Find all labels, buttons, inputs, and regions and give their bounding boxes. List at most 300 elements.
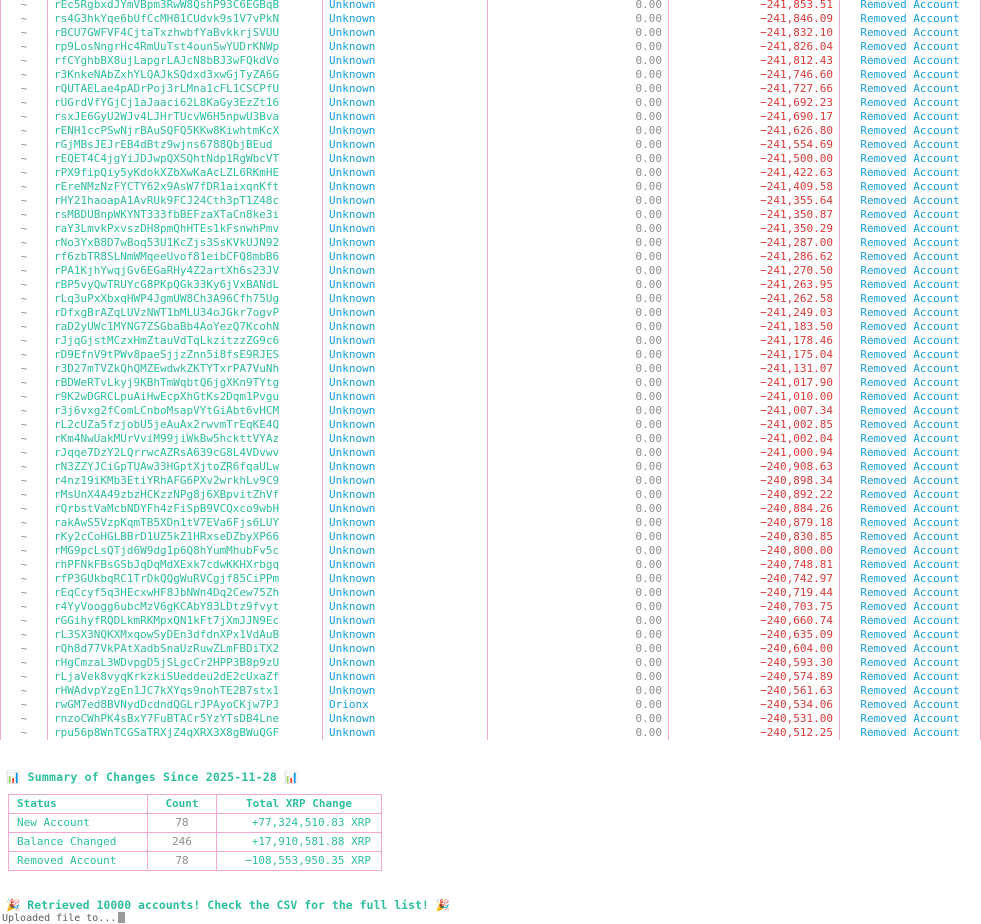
account-address: rhPFNkFBsGSbJqDqMdXExk7cdwKKHXrbgq	[48, 558, 323, 572]
summary-header-row	[9, 795, 382, 814]
table-row	[1, 110, 981, 124]
xrp-change: −241,409.58	[669, 180, 840, 194]
status-badge: Removed Account	[840, 544, 981, 558]
status-badge: Removed Account	[840, 138, 981, 152]
account-address: rENH1ccPSwNjrBAuSQFQ5KKw8KiwhtmKcX	[48, 124, 323, 138]
table-row	[1, 362, 981, 376]
xrp-change: −240,531.00	[669, 712, 840, 726]
account-name: Unknown	[323, 348, 488, 362]
balance-before: 0.00	[488, 390, 669, 404]
balance-before: 0.00	[488, 698, 669, 712]
status-badge: Removed Account	[840, 404, 981, 418]
row-index: ~	[1, 502, 48, 516]
xrp-change: −240,703.75	[669, 600, 840, 614]
status-badge: Removed Account	[840, 362, 981, 376]
row-index: ~	[1, 614, 48, 628]
account-address: rD9EfnV9tPWv8paeSjjzZnn5i8fsE9RJES	[48, 348, 323, 362]
account-address: rPX9fipQiy5yKdokXZbXwKaAcLZL6RKmHE	[48, 166, 323, 180]
table-row	[1, 404, 981, 418]
balance-before: 0.00	[488, 166, 669, 180]
account-address: r3KnkeNAbZxhYLQAJkSQdxd3xwGjTyZA6G	[48, 68, 323, 82]
xrp-change: −240,512.25	[669, 726, 840, 740]
account-address: rDfxgBrAZqLUVzNWT1bMLU34oJGkr7ogvP	[48, 306, 323, 320]
balance-before: 0.00	[488, 306, 669, 320]
row-index: ~	[1, 292, 48, 306]
status-badge: Removed Account	[840, 600, 981, 614]
row-index: ~	[1, 124, 48, 138]
row-index: ~	[1, 334, 48, 348]
account-name: Unknown	[323, 558, 488, 572]
balance-before: 0.00	[488, 404, 669, 418]
balance-before: 0.00	[488, 180, 669, 194]
xrp-change: −240,660.74	[669, 614, 840, 628]
xrp-change: −241,017.90	[669, 376, 840, 390]
status-badge: Removed Account	[840, 236, 981, 250]
status-badge: Removed Account	[840, 0, 981, 12]
status-badge: Removed Account	[840, 628, 981, 642]
account-name: Unknown	[323, 208, 488, 222]
account-name: Unknown	[323, 404, 488, 418]
row-index: ~	[1, 656, 48, 670]
balance-before: 0.00	[488, 530, 669, 544]
status-badge: Removed Account	[840, 278, 981, 292]
xrp-change: −240,748.81	[669, 558, 840, 572]
status-badge: Removed Account	[840, 68, 981, 82]
balance-before: 0.00	[488, 432, 669, 446]
balance-before: 0.00	[488, 558, 669, 572]
xrp-change: −241,350.29	[669, 222, 840, 236]
xrp-change: −241,355.64	[669, 194, 840, 208]
balance-before: 0.00	[488, 320, 669, 334]
account-address: rEqCcyf5q3HEcxwHF8JbNWn4Dq2Cew75Zh	[48, 586, 323, 600]
status-badge: Removed Account	[840, 572, 981, 586]
xrp-change: −240,908.63	[669, 460, 840, 474]
account-address: rGjMBsJEJrEB4dBtz9wjns6788QbjBEud	[48, 138, 323, 152]
status-badge: Removed Account	[840, 96, 981, 110]
account-name: Unknown	[323, 194, 488, 208]
status-line	[2, 912, 125, 924]
balance-before: 0.00	[488, 670, 669, 684]
account-address: rEc5RgbxdJYmVBpm3RwW8QshP93C6EGBqB	[48, 0, 323, 12]
account-address: rLjaVek8vyqKrkzkiSUeddeu2dE2cUxaZf	[48, 670, 323, 684]
balance-before: 0.00	[488, 572, 669, 586]
xrp-change: −241,262.58	[669, 292, 840, 306]
summary-col-status: Status	[9, 795, 148, 814]
balance-before: 0.00	[488, 684, 669, 698]
account-address: rHgCmzaL3WDvpgD5jSLgcCr2HPP3B8p9zU	[48, 656, 323, 670]
account-name: Unknown	[323, 334, 488, 348]
account-address: rBDWeRTvLkyj9KBhTmWqbtQ6jgXKn9TYtg	[48, 376, 323, 390]
table-row	[1, 250, 981, 264]
row-index: ~	[1, 26, 48, 40]
account-address: rUGrdVfYGjCj1aJaaci62L8KaGy3EzZt16	[48, 96, 323, 110]
row-index: ~	[1, 586, 48, 600]
account-name: Unknown	[323, 40, 488, 54]
row-index: ~	[1, 68, 48, 82]
balance-before: 0.00	[488, 502, 669, 516]
account-address: rN3ZZYJCiGpTUAw33HGptXjtoZR6fqaULw	[48, 460, 323, 474]
account-address: rL3SX3NQKXMxqowSyDEn3dfdnXPx1VdAuB	[48, 628, 323, 642]
account-name: Unknown	[323, 68, 488, 82]
table-row	[1, 180, 981, 194]
account-name: Unknown	[323, 250, 488, 264]
table-row	[1, 572, 981, 586]
account-address: rQrbstVaMcbNDYFh4zFiSpB9VCQxco9wbH	[48, 502, 323, 516]
account-address: rBP5vyQwTRUYcG8PKpQGk33Ky6jVxBANdL	[48, 278, 323, 292]
table-row	[1, 68, 981, 82]
balance-before: 0.00	[488, 264, 669, 278]
row-index: ~	[1, 432, 48, 446]
row-index: ~	[1, 460, 48, 474]
summary-count: 78	[148, 852, 217, 871]
balance-before: 0.00	[488, 516, 669, 530]
account-name: Unknown	[323, 222, 488, 236]
balance-before: 0.00	[488, 656, 669, 670]
row-index: ~	[1, 628, 48, 642]
xrp-change: −241,286.62	[669, 250, 840, 264]
summary-status: Removed Account	[9, 852, 148, 871]
account-address: r3j6vxg2fComLCnboMsapVYtGiAbt6vHCM	[48, 404, 323, 418]
table-row	[1, 544, 981, 558]
status-badge: Removed Account	[840, 390, 981, 404]
status-badge: Removed Account	[840, 558, 981, 572]
xrp-change: −240,574.89	[669, 670, 840, 684]
balance-before: 0.00	[488, 54, 669, 68]
balance-before: 0.00	[488, 376, 669, 390]
xrp-change: −240,593.30	[669, 656, 840, 670]
table-row	[1, 264, 981, 278]
balance-before: 0.00	[488, 12, 669, 26]
account-address: rKy2cCoHGLBBrD1UZ5kZ1HRxseDZbyXP66	[48, 530, 323, 544]
summary-col-change: Total XRP Change	[217, 795, 382, 814]
row-index: ~	[1, 54, 48, 68]
xrp-change: −240,830.85	[669, 530, 840, 544]
status-badge: Removed Account	[840, 418, 981, 432]
xrp-change: −241,002.85	[669, 418, 840, 432]
row-index: ~	[1, 712, 48, 726]
account-name: Unknown	[323, 138, 488, 152]
account-address: rJjqGjstMCzxHmZtauVdTqLkzitzzZG9c6	[48, 334, 323, 348]
row-index: ~	[1, 306, 48, 320]
status-badge: Removed Account	[840, 656, 981, 670]
row-index: ~	[1, 376, 48, 390]
status-badge: Removed Account	[840, 712, 981, 726]
account-name: Unknown	[323, 166, 488, 180]
status-badge: Removed Account	[840, 474, 981, 488]
xrp-change: −240,879.18	[669, 516, 840, 530]
status-badge: Removed Account	[840, 516, 981, 530]
table-row	[1, 208, 981, 222]
xrp-change: −240,742.97	[669, 572, 840, 586]
account-name: Unknown	[323, 376, 488, 390]
account-name: Unknown	[323, 0, 488, 12]
account-address: rNo3YxB8D7wBoq53U1KcZjs3SsKVkUJN92	[48, 236, 323, 250]
xrp-change: −241,263.95	[669, 278, 840, 292]
status-badge: Removed Account	[840, 446, 981, 460]
balance-before: 0.00	[488, 628, 669, 642]
row-index: ~	[1, 152, 48, 166]
summary-heading	[6, 770, 299, 784]
status-badge: Removed Account	[840, 82, 981, 96]
row-index: ~	[1, 348, 48, 362]
summary-table-container	[8, 794, 382, 871]
balance-before: 0.00	[488, 642, 669, 656]
status-badge: Removed Account	[840, 488, 981, 502]
table-row	[1, 432, 981, 446]
account-name: Unknown	[323, 614, 488, 628]
table-row	[1, 530, 981, 544]
row-index: ~	[1, 208, 48, 222]
table-row	[1, 96, 981, 110]
account-address: rQUTAELae4pADrPoj3rLMna1cFL1CSCPfU	[48, 82, 323, 96]
balance-before: 0.00	[488, 726, 669, 740]
xrp-change: −241,002.04	[669, 432, 840, 446]
summary-status: Balance Changed	[9, 833, 148, 852]
status-badge: Removed Account	[840, 726, 981, 740]
account-address: rLq3uPxXbxqHWP4JgmUW8Ch3A96Cfh75Ug	[48, 292, 323, 306]
account-address: rMsUnX4A49zbzHCKzzNPg8j6XBpvitZhVf	[48, 488, 323, 502]
footer-message	[6, 898, 450, 912]
balance-before: 0.00	[488, 236, 669, 250]
account-address: rBCU7GWFVF4CjtaTxzhwbfYaBvkkrjSVUU	[48, 26, 323, 40]
balance-before: 0.00	[488, 152, 669, 166]
row-index: ~	[1, 698, 48, 712]
row-index: ~	[1, 404, 48, 418]
xrp-change: −241,692.23	[669, 96, 840, 110]
table-row	[1, 656, 981, 670]
account-name: Unknown	[323, 96, 488, 110]
account-name: Unknown	[323, 516, 488, 530]
account-address: rGGihyfRQDLkmRKMpxQN1kFt7jXmJJN9Ec	[48, 614, 323, 628]
row-index: ~	[1, 488, 48, 502]
balance-before: 0.00	[488, 250, 669, 264]
account-name: Unknown	[323, 82, 488, 96]
table-row	[1, 488, 981, 502]
table-row	[1, 628, 981, 642]
summary-status: New Account	[9, 814, 148, 833]
table-row	[1, 474, 981, 488]
status-badge: Removed Account	[840, 292, 981, 306]
account-name: Unknown	[323, 292, 488, 306]
table-row	[1, 698, 981, 712]
row-index: ~	[1, 82, 48, 96]
row-index: ~	[1, 110, 48, 124]
xrp-change: −241,500.00	[669, 152, 840, 166]
row-index: ~	[1, 530, 48, 544]
party-popper-icon-right: 🎉	[435, 898, 451, 912]
xrp-change: −241,690.17	[669, 110, 840, 124]
xrp-change: −241,727.66	[669, 82, 840, 96]
balance-before: 0.00	[488, 0, 669, 12]
account-name: Unknown	[323, 572, 488, 586]
status-badge: Removed Account	[840, 698, 981, 712]
account-name: Unknown	[323, 502, 488, 516]
balance-before: 0.00	[488, 446, 669, 460]
account-address: rEreNMzNzFYCTY62x9AsW7fDR1aixqnKft	[48, 180, 323, 194]
table-row	[1, 418, 981, 432]
xrp-change: −241,846.09	[669, 12, 840, 26]
xrp-change: −241,626.80	[669, 124, 840, 138]
party-popper-icon: 🎉	[6, 898, 21, 912]
account-name: Unknown	[323, 306, 488, 320]
summary-table-head	[9, 795, 382, 814]
table-row	[1, 54, 981, 68]
status-badge: Removed Account	[840, 586, 981, 600]
account-name: Unknown	[323, 642, 488, 656]
xrp-change: −240,561.63	[669, 684, 840, 698]
account-address: rHY21haoapA1AvRUk9FCJ24Cth3pT1Z48c	[48, 194, 323, 208]
status-badge: Removed Account	[840, 334, 981, 348]
xrp-change: −240,604.00	[669, 642, 840, 656]
row-index: ~	[1, 222, 48, 236]
account-address: rnzoCWhPK4sBxY7FuBTACr5YzYTsDB4Lne	[48, 712, 323, 726]
xrp-change: −241,554.69	[669, 138, 840, 152]
xrp-change: −241,175.04	[669, 348, 840, 362]
status-badge: Removed Account	[840, 348, 981, 362]
table-row	[1, 26, 981, 40]
account-address: rf6zbTR8SLNmWMqeeUvof81eibCFQ8mbB6	[48, 250, 323, 264]
table-row	[1, 712, 981, 726]
status-badge: Removed Account	[840, 166, 981, 180]
row-index: ~	[1, 362, 48, 376]
account-address: rsMBDUBnpWKYNT333fbBEFzaXTaCn8ke3i	[48, 208, 323, 222]
status-badge: Removed Account	[840, 26, 981, 40]
status-badge: Removed Account	[840, 194, 981, 208]
account-name: Unknown	[323, 488, 488, 502]
row-index: ~	[1, 418, 48, 432]
account-name: Unknown	[323, 600, 488, 614]
table-row	[1, 166, 981, 180]
xrp-change: −241,249.03	[669, 306, 840, 320]
account-address: rp9LosNngrHc4RmUuTst4ounSwYUDrKNWp	[48, 40, 323, 54]
table-row	[1, 236, 981, 250]
xrp-change: −240,884.26	[669, 502, 840, 516]
row-index: ~	[1, 726, 48, 740]
row-index: ~	[1, 474, 48, 488]
summary-table	[8, 794, 382, 871]
xrp-change: −240,534.06	[669, 698, 840, 712]
summary-change: −108,553,950.35 XRP	[217, 852, 382, 871]
row-index: ~	[1, 180, 48, 194]
xrp-change: −241,178.46	[669, 334, 840, 348]
status-badge: Removed Account	[840, 432, 981, 446]
xrp-change: −241,812.43	[669, 54, 840, 68]
text-cursor	[118, 912, 125, 923]
status-badge: Removed Account	[840, 40, 981, 54]
xrp-change: −241,832.10	[669, 26, 840, 40]
row-index: ~	[1, 642, 48, 656]
account-address: r3D27mTVZkQhQMZEwdwkZKTYTxrPA7VuNh	[48, 362, 323, 376]
xrp-change: −241,422.63	[669, 166, 840, 180]
balance-before: 0.00	[488, 544, 669, 558]
table-row	[1, 194, 981, 208]
status-badge: Removed Account	[840, 642, 981, 656]
account-address: rakAwS5VzpKqmTB5XDn1tV7EVa6Fjs6LUY	[48, 516, 323, 530]
balance-before: 0.00	[488, 222, 669, 236]
status-badge: Removed Account	[840, 124, 981, 138]
account-name: Unknown	[323, 54, 488, 68]
table-row	[1, 586, 981, 600]
account-address: rPA1KjhYwqjGv6EGaRHy4Z2artXh6s23JV	[48, 264, 323, 278]
status-badge: Removed Account	[840, 306, 981, 320]
balance-before: 0.00	[488, 600, 669, 614]
table-row	[1, 558, 981, 572]
summary-table-body	[9, 814, 382, 871]
table-row	[1, 334, 981, 348]
table-row	[1, 12, 981, 26]
table-row	[1, 348, 981, 362]
status-badge: Removed Account	[840, 264, 981, 278]
balance-before: 0.00	[488, 460, 669, 474]
row-index: ~	[1, 12, 48, 26]
row-index: ~	[1, 670, 48, 684]
account-address: rsxJE6GyU2WJv4LJHrTUcvW6H5npwU3Bva	[48, 110, 323, 124]
balance-before: 0.00	[488, 586, 669, 600]
xrp-change: −241,350.87	[669, 208, 840, 222]
account-address: rpu56p8WnTCGSaTRXjZ4qXRX3X8gBWuQGF	[48, 726, 323, 740]
status-badge: Removed Account	[840, 530, 981, 544]
table-row	[1, 40, 981, 54]
row-index: ~	[1, 572, 48, 586]
table-row	[1, 320, 981, 334]
xrp-change: −241,183.50	[669, 320, 840, 334]
summary-row	[9, 814, 382, 833]
status-badge: Removed Account	[840, 376, 981, 390]
account-name: Unknown	[323, 586, 488, 600]
balance-before: 0.00	[488, 208, 669, 222]
summary-count: 78	[148, 814, 217, 833]
account-address: r4YyVoogg6ubcMzV6gKCAbY83LDtz9fvyt	[48, 600, 323, 614]
account-name: Unknown	[323, 264, 488, 278]
summary-row	[9, 852, 382, 871]
status-badge: Removed Account	[840, 320, 981, 334]
account-name: Unknown	[323, 418, 488, 432]
table-row	[1, 376, 981, 390]
account-address: rL2cUZa5fzjobU5jeAuAx2rwvmTrEqKE4Q	[48, 418, 323, 432]
xrp-change: −241,131.07	[669, 362, 840, 376]
table-row	[1, 502, 981, 516]
status-badge: Removed Account	[840, 152, 981, 166]
xrp-change: −241,826.04	[669, 40, 840, 54]
table-row	[1, 222, 981, 236]
status-badge: Removed Account	[840, 684, 981, 698]
account-name: Unknown	[323, 278, 488, 292]
balance-before: 0.00	[488, 278, 669, 292]
account-address: raY3LmvkPxvszDH8pmQhHTEs1kFsnwhPmv	[48, 222, 323, 236]
xrp-change: −241,270.50	[669, 264, 840, 278]
xrp-change: −241,853.51	[669, 0, 840, 12]
row-index: ~	[1, 194, 48, 208]
table-row	[1, 446, 981, 460]
row-index: ~	[1, 0, 48, 12]
balance-before: 0.00	[488, 712, 669, 726]
xrp-change: −240,892.22	[669, 488, 840, 502]
account-name: Unknown	[323, 180, 488, 194]
account-name: Unknown	[323, 460, 488, 474]
balance-before: 0.00	[488, 348, 669, 362]
row-index: ~	[1, 600, 48, 614]
xrp-change: −241,010.00	[669, 390, 840, 404]
account-address: rQh8d77VkPAtXadbSnaUzRuwZLmFBDiTX2	[48, 642, 323, 656]
account-address: r9K2wDGRCLpuAiHwEcpXhGtKs2Dqm1Pvgu	[48, 390, 323, 404]
account-name: Unknown	[323, 390, 488, 404]
balance-before: 0.00	[488, 614, 669, 628]
status-badge: Removed Account	[840, 208, 981, 222]
table-row	[1, 152, 981, 166]
status-badge: Removed Account	[840, 502, 981, 516]
bar-chart-icon: 📊	[6, 770, 21, 784]
row-index: ~	[1, 166, 48, 180]
